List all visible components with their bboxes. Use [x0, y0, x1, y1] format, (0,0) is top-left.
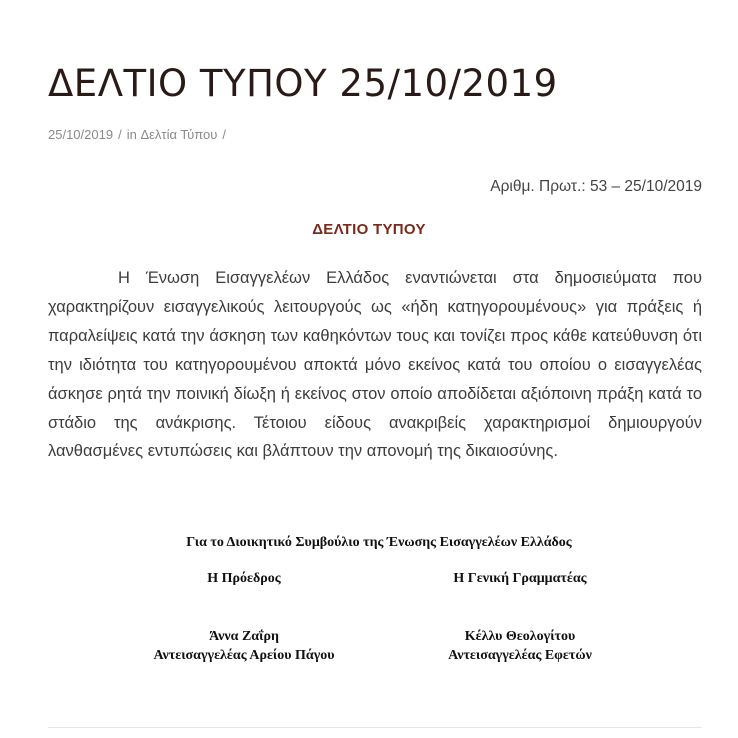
document-heading: ΔΕΛΤΙΟ ΤΥΠΟΥ: [312, 221, 426, 238]
signatory-rank: Αντεισαγγελέας Αρείου Πάγου: [153, 648, 335, 663]
document-body: Η Ένωση Εισαγγελέων Ελλάδος εναντιώνεται στα δημοσιεύματα που χαρακτηρίζουν εισαγγελικούς λειτουργούς ως «ήδη κατηγορουμένους» για πράξεις ή παραλείψεις κατά την άσκηση των καθηκόντων τους και τονίζει προς κάθε κατεύθυνση ότι την ιδιότητα του κατηγορουμένου αποκτά μόνο εκείνος κατά του οποίου ο εισαγγελέας άσκησε ρητά την ποινική δίωξη ή εκείνος στον οποίο αποδίδεται αξιόποινη πράξη κατά το στάδιο της ανάκρισης. Τέτοιου είδους ανακριβείς χαρακτηρισμοί δημιουργούν λανθασμένες εντυπώσεις και βλάπτουν την απονομή της δικαιοσύνης.: [48, 269, 702, 461]
signatory-rank: Αντεισαγγελέας Εφετών: [448, 648, 592, 663]
category-link[interactable]: Δελτία Τύπου: [140, 127, 218, 142]
post-meta: [48, 127, 231, 142]
category-prefix: in: [126, 127, 137, 142]
signatory-role: Η Γενική Γραμματέας: [453, 571, 587, 586]
meta-trailing-separator: /: [222, 127, 227, 142]
signatory-name: Κέλλυ Θεολογίτου: [464, 629, 576, 644]
signatory-name: Άννα Ζαΐρη: [209, 629, 279, 644]
post-date: 25/10/2019: [48, 127, 114, 142]
signatory-role: Η Πρόεδρος: [207, 571, 281, 586]
footer-divider: [48, 727, 702, 728]
board-line: Για το Διοικητικό Συμβούλιο της Ένωσης Εισαγγελέων Ελλάδος: [186, 535, 572, 550]
protocol-number: Αριθμ. Πρωτ.: 53 – 25/10/2019: [490, 178, 702, 195]
meta-separator: /: [118, 127, 122, 142]
page-title: ΔΕΛΤΙΟ ΤΥΠΟΥ 25/10/2019: [48, 62, 558, 105]
